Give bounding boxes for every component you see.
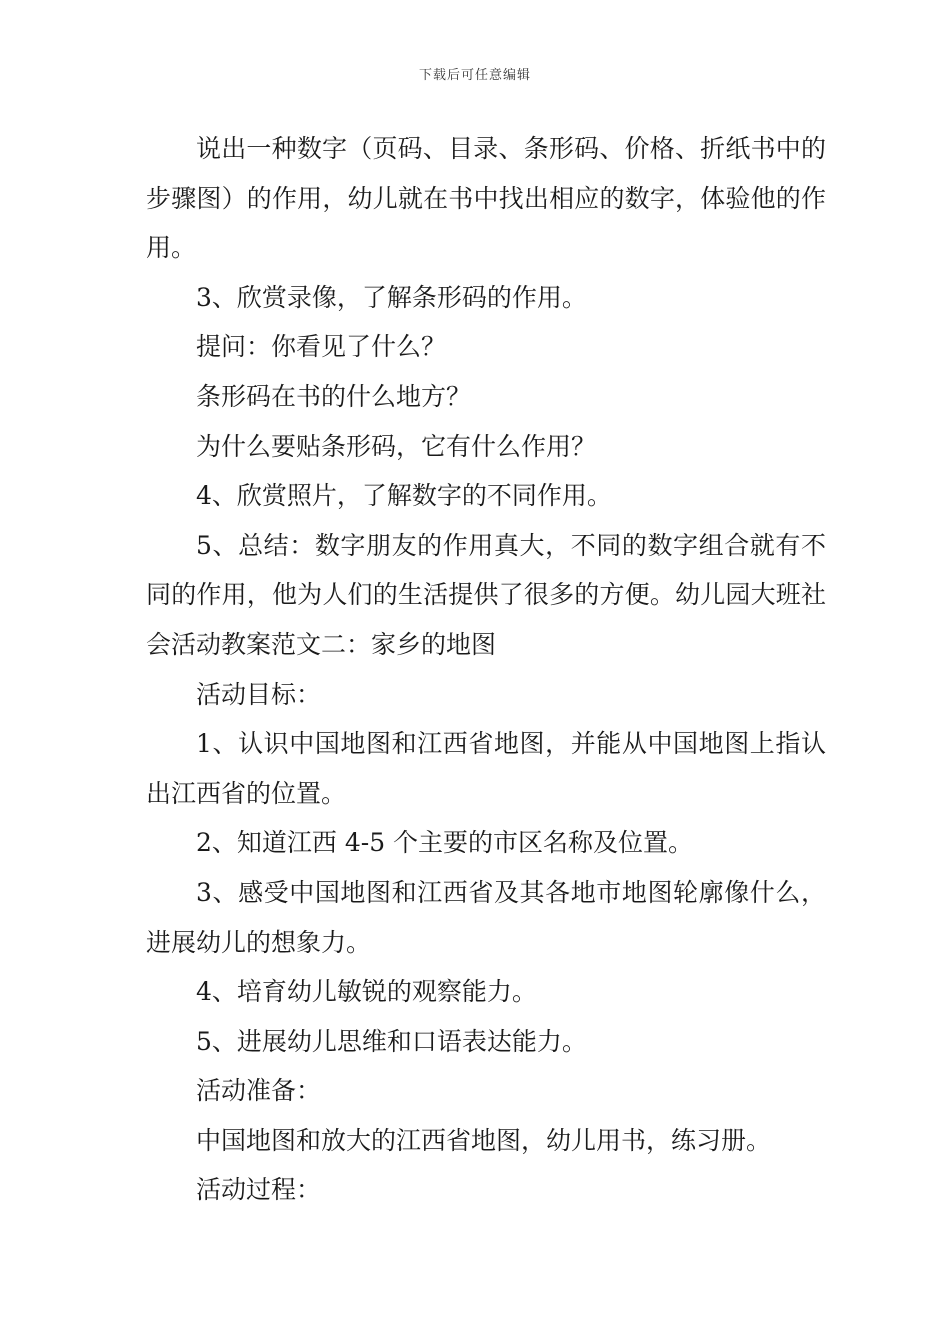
paragraph: 提问：你看见了什么？ (196, 332, 447, 362)
paragraph: 5、进展幼儿思维和口语表达能力。 (196, 1026, 587, 1056)
document-body (146, 124, 826, 1215)
section-heading: 活动过程： (196, 1175, 322, 1205)
section-heading: 活动目标： (196, 679, 322, 709)
page-header: 下载后可任意编辑 (418, 68, 531, 83)
paragraph: 说出一种数字（页码、目录、条形码、价格、折纸书中的步骤图）的作用，幼儿就在书中找出相应的数字，体验他的作用。 (146, 134, 826, 263)
paragraph: 条形码在书的什么地方？ (196, 381, 472, 411)
paragraph: 4、培育幼儿敏锐的观察能力。 (196, 977, 537, 1007)
paragraph: 为什么要贴条形码，它有什么作用？ (196, 431, 597, 461)
paragraph: 中国地图和放大的江西省地图，幼儿用书，练习册。 (196, 1125, 772, 1155)
paragraph: 5、总结：数字朋友的作用真大，不同的数字组合就有不同的作用，他为人们的生活提供了很多的方便。幼儿园大班社会活动教案范文二：家乡的地图 (146, 530, 826, 659)
paragraph: 4、欣赏照片，了解数字的不同作用。 (196, 481, 612, 511)
paragraph: 1、认识中国地图和江西省地图，并能从中国地图上指认出江西省的位置。 (146, 729, 826, 808)
paragraph: 2、知道江西 4-5 个主要的市区名称及位置。 (196, 828, 694, 858)
section-heading: 活动准备： (196, 1076, 322, 1106)
paragraph: 3、感受中国地图和江西省及其各地市地图轮廓像什么，进展幼儿的想象力。 (146, 877, 826, 957)
paragraph: 3、欣赏录像，了解条形码的作用。 (196, 282, 587, 312)
